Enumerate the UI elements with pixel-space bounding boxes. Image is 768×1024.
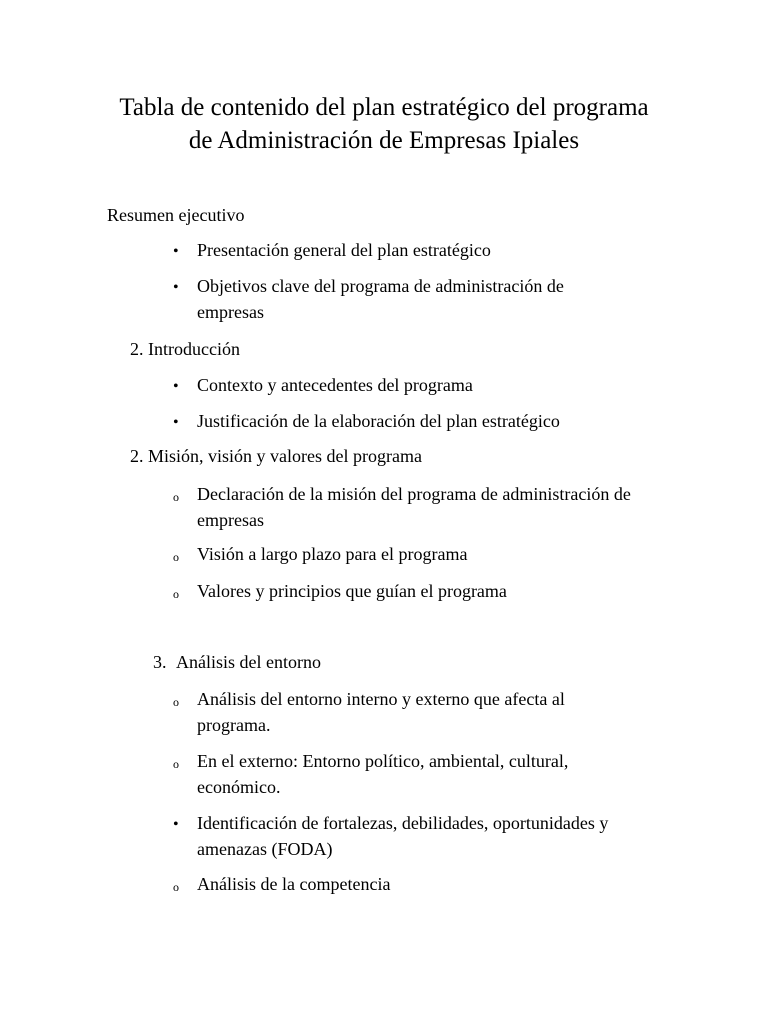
list-item: Análisis de la competencia (197, 874, 391, 894)
list-item: Justificación de la elaboración del plan estratégico (197, 411, 560, 431)
section-title: Análisis del entorno (176, 652, 321, 672)
section-heading-analisis (153, 649, 321, 675)
bullet-disc-icon (173, 372, 187, 400)
section-title: Introducción (148, 339, 240, 359)
list-item: Contexto y antecedentes del programa (197, 375, 473, 395)
section-number: 2. (130, 339, 144, 359)
bullet-circle-icon (173, 871, 187, 899)
list-item: Declaración de la misión del programa de administración de empresas (197, 484, 631, 530)
list-item: Presentación general del plan estratégico (197, 240, 491, 260)
bullet-disc-icon (173, 408, 187, 436)
bullet-circle-icon (173, 686, 187, 714)
title-line-1: Tabla de contenido del plan estratégico del programa (119, 94, 649, 121)
page-title (0, 91, 768, 157)
list-item: Visión a largo plazo para el programa (197, 544, 468, 564)
bullet-circle-icon (173, 748, 187, 776)
bullet-disc-icon (173, 810, 187, 838)
section-heading-mision (130, 443, 422, 469)
list-item: Análisis del entorno interno y externo que afecta al programa. (197, 689, 565, 735)
bullet-circle-icon (173, 578, 187, 606)
bullet-disc-icon (173, 273, 187, 301)
title-line-2: de Administración de Empresas Ipiales (188, 127, 580, 154)
list-item: Objetivos clave del programa de administración de empresas (197, 276, 564, 322)
bullet-circle-icon (173, 481, 187, 509)
list-item: En el externo: Entorno político, ambiental, cultural, económico. (197, 751, 569, 797)
list-item: Valores y principios que guían el programa (197, 581, 507, 601)
bullet-circle-icon (173, 541, 187, 569)
section-number: 3. (153, 652, 167, 672)
list-item: Identificación de fortalezas, debilidades, oportunidades y amenazas (FODA) (197, 813, 609, 859)
section-heading-introduccion (130, 336, 240, 362)
section-title: Misión, visión y valores del programa (148, 446, 422, 466)
section-heading-resumen: Resumen ejecutivo (107, 205, 245, 225)
section-number: 2. (130, 446, 144, 466)
bullet-disc-icon (173, 237, 187, 265)
